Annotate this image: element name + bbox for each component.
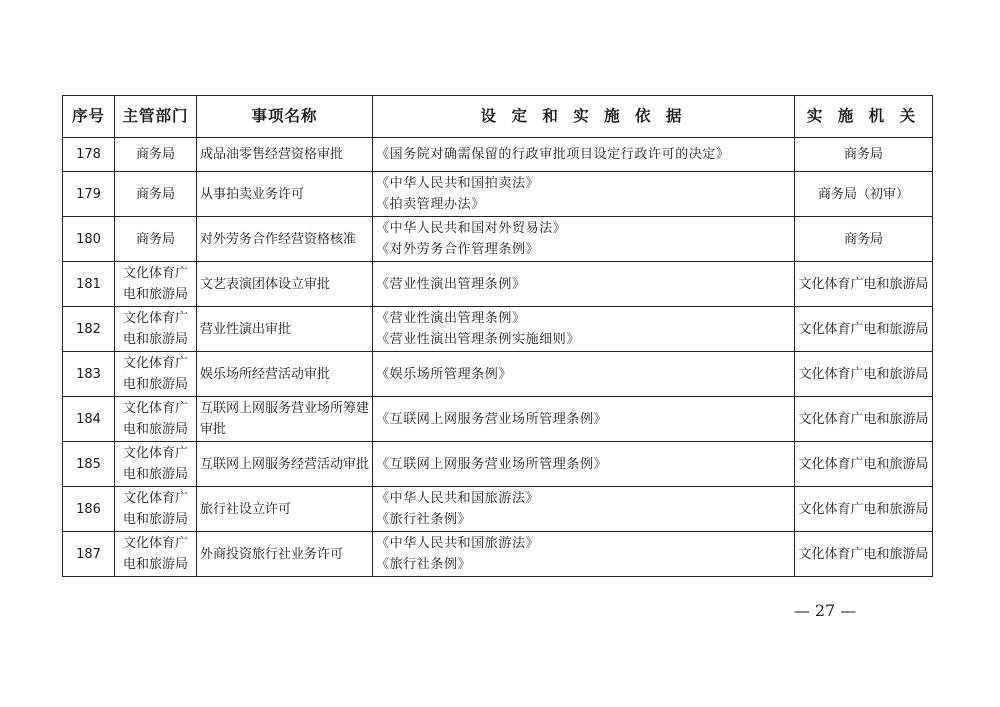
department: 文化体育广电和旅游局	[115, 442, 197, 487]
serial-no: 179	[63, 172, 115, 217]
item-name: 外商投资旅行社业务许可	[197, 532, 373, 577]
basis-line: 《娱乐场所管理条例》	[376, 366, 513, 382]
basis-cell	[373, 217, 795, 262]
basis-line: 《中华人民共和国对外贸易法》	[376, 221, 567, 236]
basis-line: 《旅行社条例》	[376, 512, 472, 527]
serial-no: 181	[63, 262, 115, 307]
serial-no: 186	[63, 487, 115, 532]
department: 文化体育广电和旅游局	[115, 262, 197, 307]
table-row	[63, 307, 933, 352]
basis-line: 《营业性演出管理条例》	[376, 311, 526, 326]
basis-line: 《营业性演出管理条例实施细则》	[376, 332, 581, 347]
basis-line: 《营业性演出管理条例》	[376, 276, 526, 292]
table-row	[63, 172, 933, 217]
agency: 文化体育广电和旅游局	[795, 307, 933, 352]
department: 商务局	[115, 217, 197, 262]
serial-no: 184	[63, 397, 115, 442]
item-name: 互联网上网服务经营活动审批	[197, 442, 373, 487]
table-row	[63, 487, 933, 532]
table-row	[63, 138, 933, 172]
permit-table	[62, 95, 933, 577]
basis-cell	[373, 138, 795, 172]
table-header-row	[63, 96, 933, 138]
department: 文化体育广电和旅游局	[115, 397, 197, 442]
agency: 商务局（初审）	[795, 172, 933, 217]
agency: 文化体育广电和旅游局	[795, 352, 933, 397]
table-row	[63, 262, 933, 307]
basis-cell	[373, 352, 795, 397]
table-row	[63, 442, 933, 487]
item-name: 互联网上网服务营业场所筹建审批	[197, 397, 373, 442]
department: 文化体育广电和旅游局	[115, 487, 197, 532]
item-name: 营业性演出审批	[197, 307, 373, 352]
table-row	[63, 397, 933, 442]
basis-line: 《对外劳务合作管理条例》	[376, 242, 540, 257]
serial-no: 180	[63, 217, 115, 262]
department: 文化体育广电和旅游局	[115, 532, 197, 577]
basis-line: 《中华人民共和国旅游法》	[376, 536, 540, 551]
item-name: 旅行社设立许可	[197, 487, 373, 532]
serial-no: 183	[63, 352, 115, 397]
table-row	[63, 217, 933, 262]
agency: 商务局	[795, 138, 933, 172]
department: 商务局	[115, 138, 197, 172]
basis-line: 《旅行社条例》	[376, 557, 472, 572]
basis-line: 《国务院对确需保留的行政审批项目设定行政许可的决定》	[376, 147, 730, 162]
header-item-name: 事项名称	[197, 96, 373, 138]
serial-no: 182	[63, 307, 115, 352]
agency: 文化体育广电和旅游局	[795, 262, 933, 307]
basis-line: 《中华人民共和国拍卖法》	[376, 176, 540, 191]
header-serial-no: 序号	[63, 96, 115, 138]
department: 商务局	[115, 172, 197, 217]
item-name: 文艺表演团体设立审批	[197, 262, 373, 307]
serial-no: 187	[63, 532, 115, 577]
basis-line: 《拍卖管理办法》	[376, 197, 485, 212]
basis-cell	[373, 532, 795, 577]
basis-cell	[373, 442, 795, 487]
item-name: 对外劳务合作经营资格核准	[197, 217, 373, 262]
header-agency: 实 施 机 关	[795, 96, 933, 138]
basis-line: 《互联网上网服务营业场所管理条例》	[376, 411, 608, 427]
table-row	[63, 352, 933, 397]
basis-cell	[373, 172, 795, 217]
basis-cell	[373, 487, 795, 532]
basis-line: 《中华人民共和国旅游法》	[376, 491, 540, 506]
agency: 文化体育广电和旅游局	[795, 487, 933, 532]
basis-cell	[373, 307, 795, 352]
page-number: — 27 —	[793, 601, 857, 620]
basis-line: 《互联网上网服务营业场所管理条例》	[376, 456, 608, 472]
department: 文化体育广电和旅游局	[115, 352, 197, 397]
item-name: 从事拍卖业务许可	[197, 172, 373, 217]
item-name: 成品油零售经营资格审批	[197, 138, 373, 172]
serial-no: 185	[63, 442, 115, 487]
serial-no: 178	[63, 138, 115, 172]
header-basis: 设 定 和 实 施 依 据	[373, 96, 795, 138]
agency: 商务局	[795, 217, 933, 262]
table-row	[63, 532, 933, 577]
item-name: 娱乐场所经营活动审批	[197, 352, 373, 397]
header-department: 主管部门	[115, 96, 197, 138]
agency: 文化体育广电和旅游局	[795, 397, 933, 442]
basis-cell	[373, 262, 795, 307]
department: 文化体育广电和旅游局	[115, 307, 197, 352]
agency: 文化体育广电和旅游局	[795, 532, 933, 577]
agency: 文化体育广电和旅游局	[795, 442, 933, 487]
basis-cell	[373, 397, 795, 442]
